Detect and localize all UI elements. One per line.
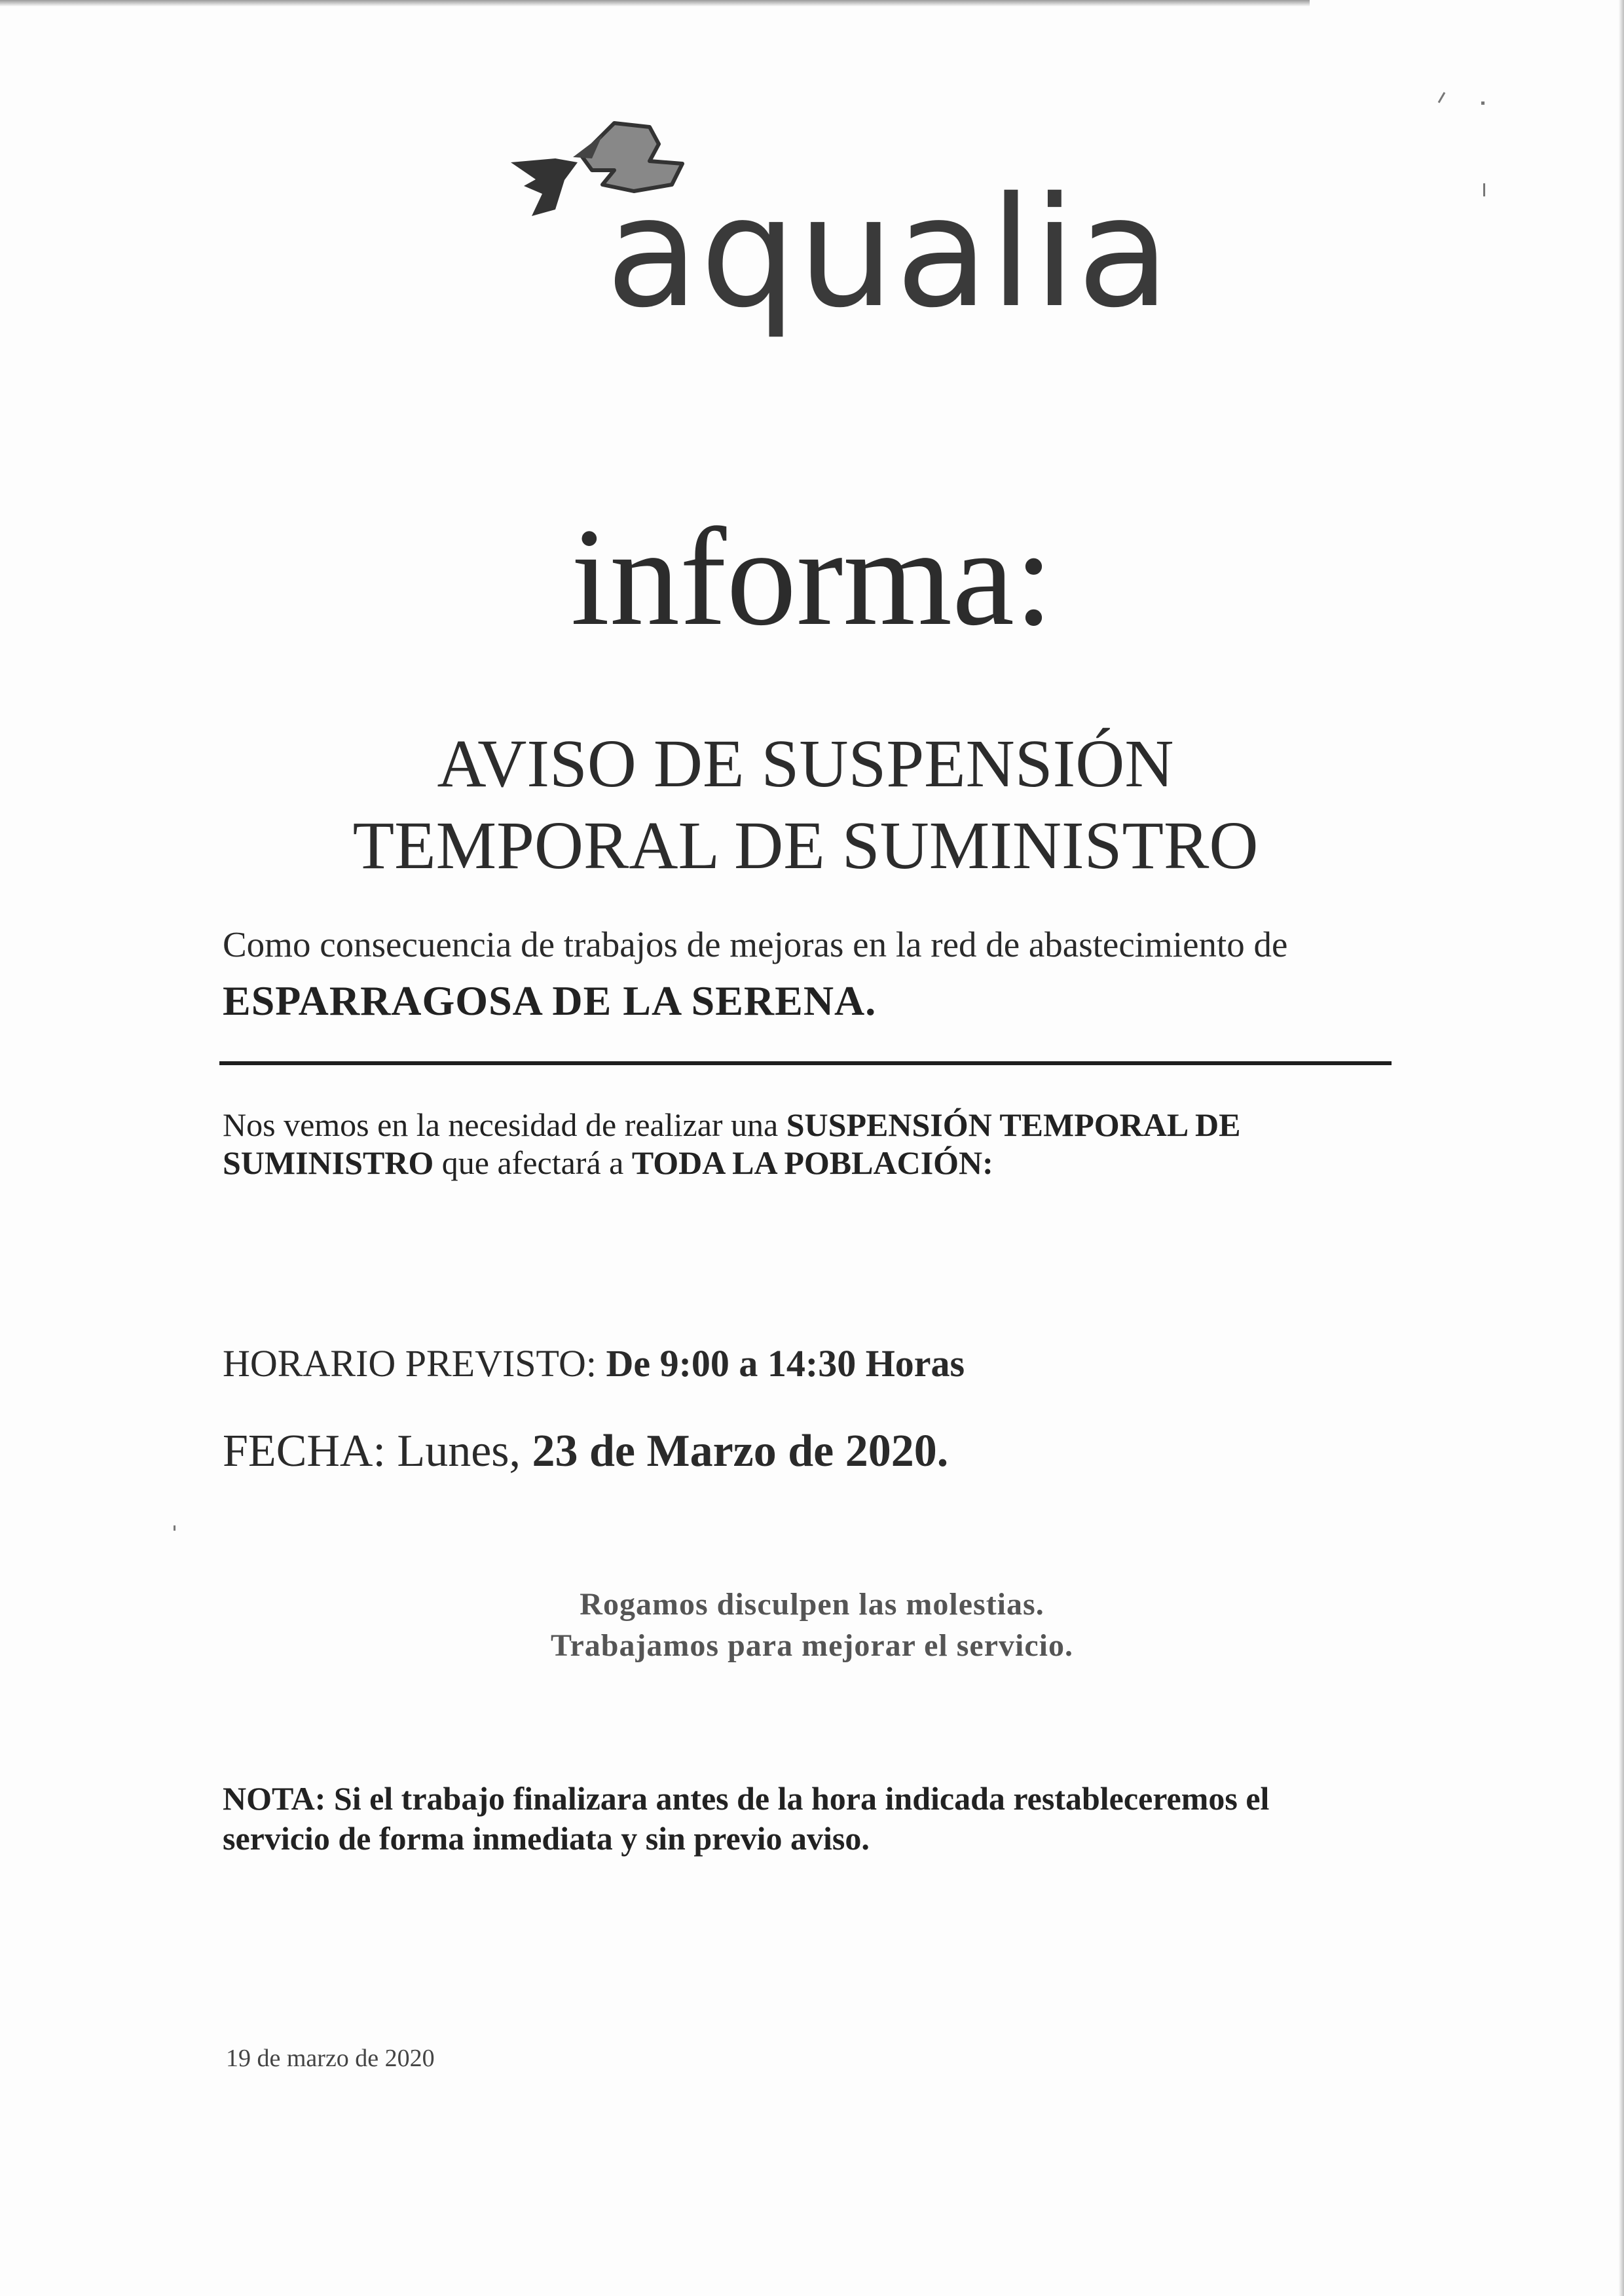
notice-line-2-bold: SUMINISTRO: [223, 1144, 434, 1181]
apology-line-1: Rogamos disculpen las molestias.: [580, 1587, 1044, 1622]
notice-line-2: [223, 1146, 993, 1179]
schedule-hours-label: HORARIO PREVISTO:: [223, 1342, 606, 1385]
notice-line-2-bold-end: TODA LA POBLACIÓN:: [631, 1144, 993, 1181]
notice-line-2-middle: que afectará a: [434, 1144, 632, 1181]
notice-line-1: [223, 1108, 1240, 1141]
schedule-date-value: 23 de Marzo de 2020.: [532, 1426, 949, 1476]
town-name: ESPARRAGOSA DE LA SERENA.: [223, 977, 877, 1024]
notice-line-1-prefix: Nos vemos en la necesidad de realizar una: [223, 1106, 786, 1143]
scan-edge-right: [1619, 0, 1624, 2296]
scan-edge-top: [0, 0, 1310, 7]
intro-text: Como consecuencia de trabajos de mejoras en la red de abastecimiento de: [223, 924, 1288, 964]
note-line-2: servicio de forma inmediata y sin previo aviso.: [223, 1820, 870, 1857]
schedule-hours-value: De 9:00 a 14:30 Horas: [606, 1342, 965, 1385]
aqualia-logo: [504, 118, 1172, 347]
issue-date: 19 de marzo de 2020: [226, 2045, 435, 2072]
notice-line-1-bold: SUSPENSIÓN TEMPORAL DE: [786, 1106, 1241, 1143]
schedule-date: [223, 1426, 949, 1476]
scan-speck: [1438, 92, 1446, 103]
schedule-date-label: FECHA: Lunes,: [223, 1426, 532, 1476]
note-line-1: NOTA: Si el trabajo finalizara antes de la hora indicada restableceremos el: [223, 1780, 1270, 1817]
schedule-hours: [223, 1342, 965, 1385]
title-line-1: AVISO DE SUSPENSIÓN: [437, 726, 1174, 801]
scan-speck: [1481, 101, 1485, 105]
scan-speck: [174, 1525, 175, 1531]
apology-line-2: Trabajamos para mejorar el servicio.: [550, 1628, 1074, 1663]
aqualia-wordmark: aqualia: [606, 164, 1172, 341]
scan-speck: [1483, 183, 1485, 196]
title-line-2: TEMPORAL DE SUMINISTRO: [352, 808, 1259, 883]
divider-rule: [219, 1061, 1392, 1065]
headline-informa: informa:: [570, 500, 1054, 655]
